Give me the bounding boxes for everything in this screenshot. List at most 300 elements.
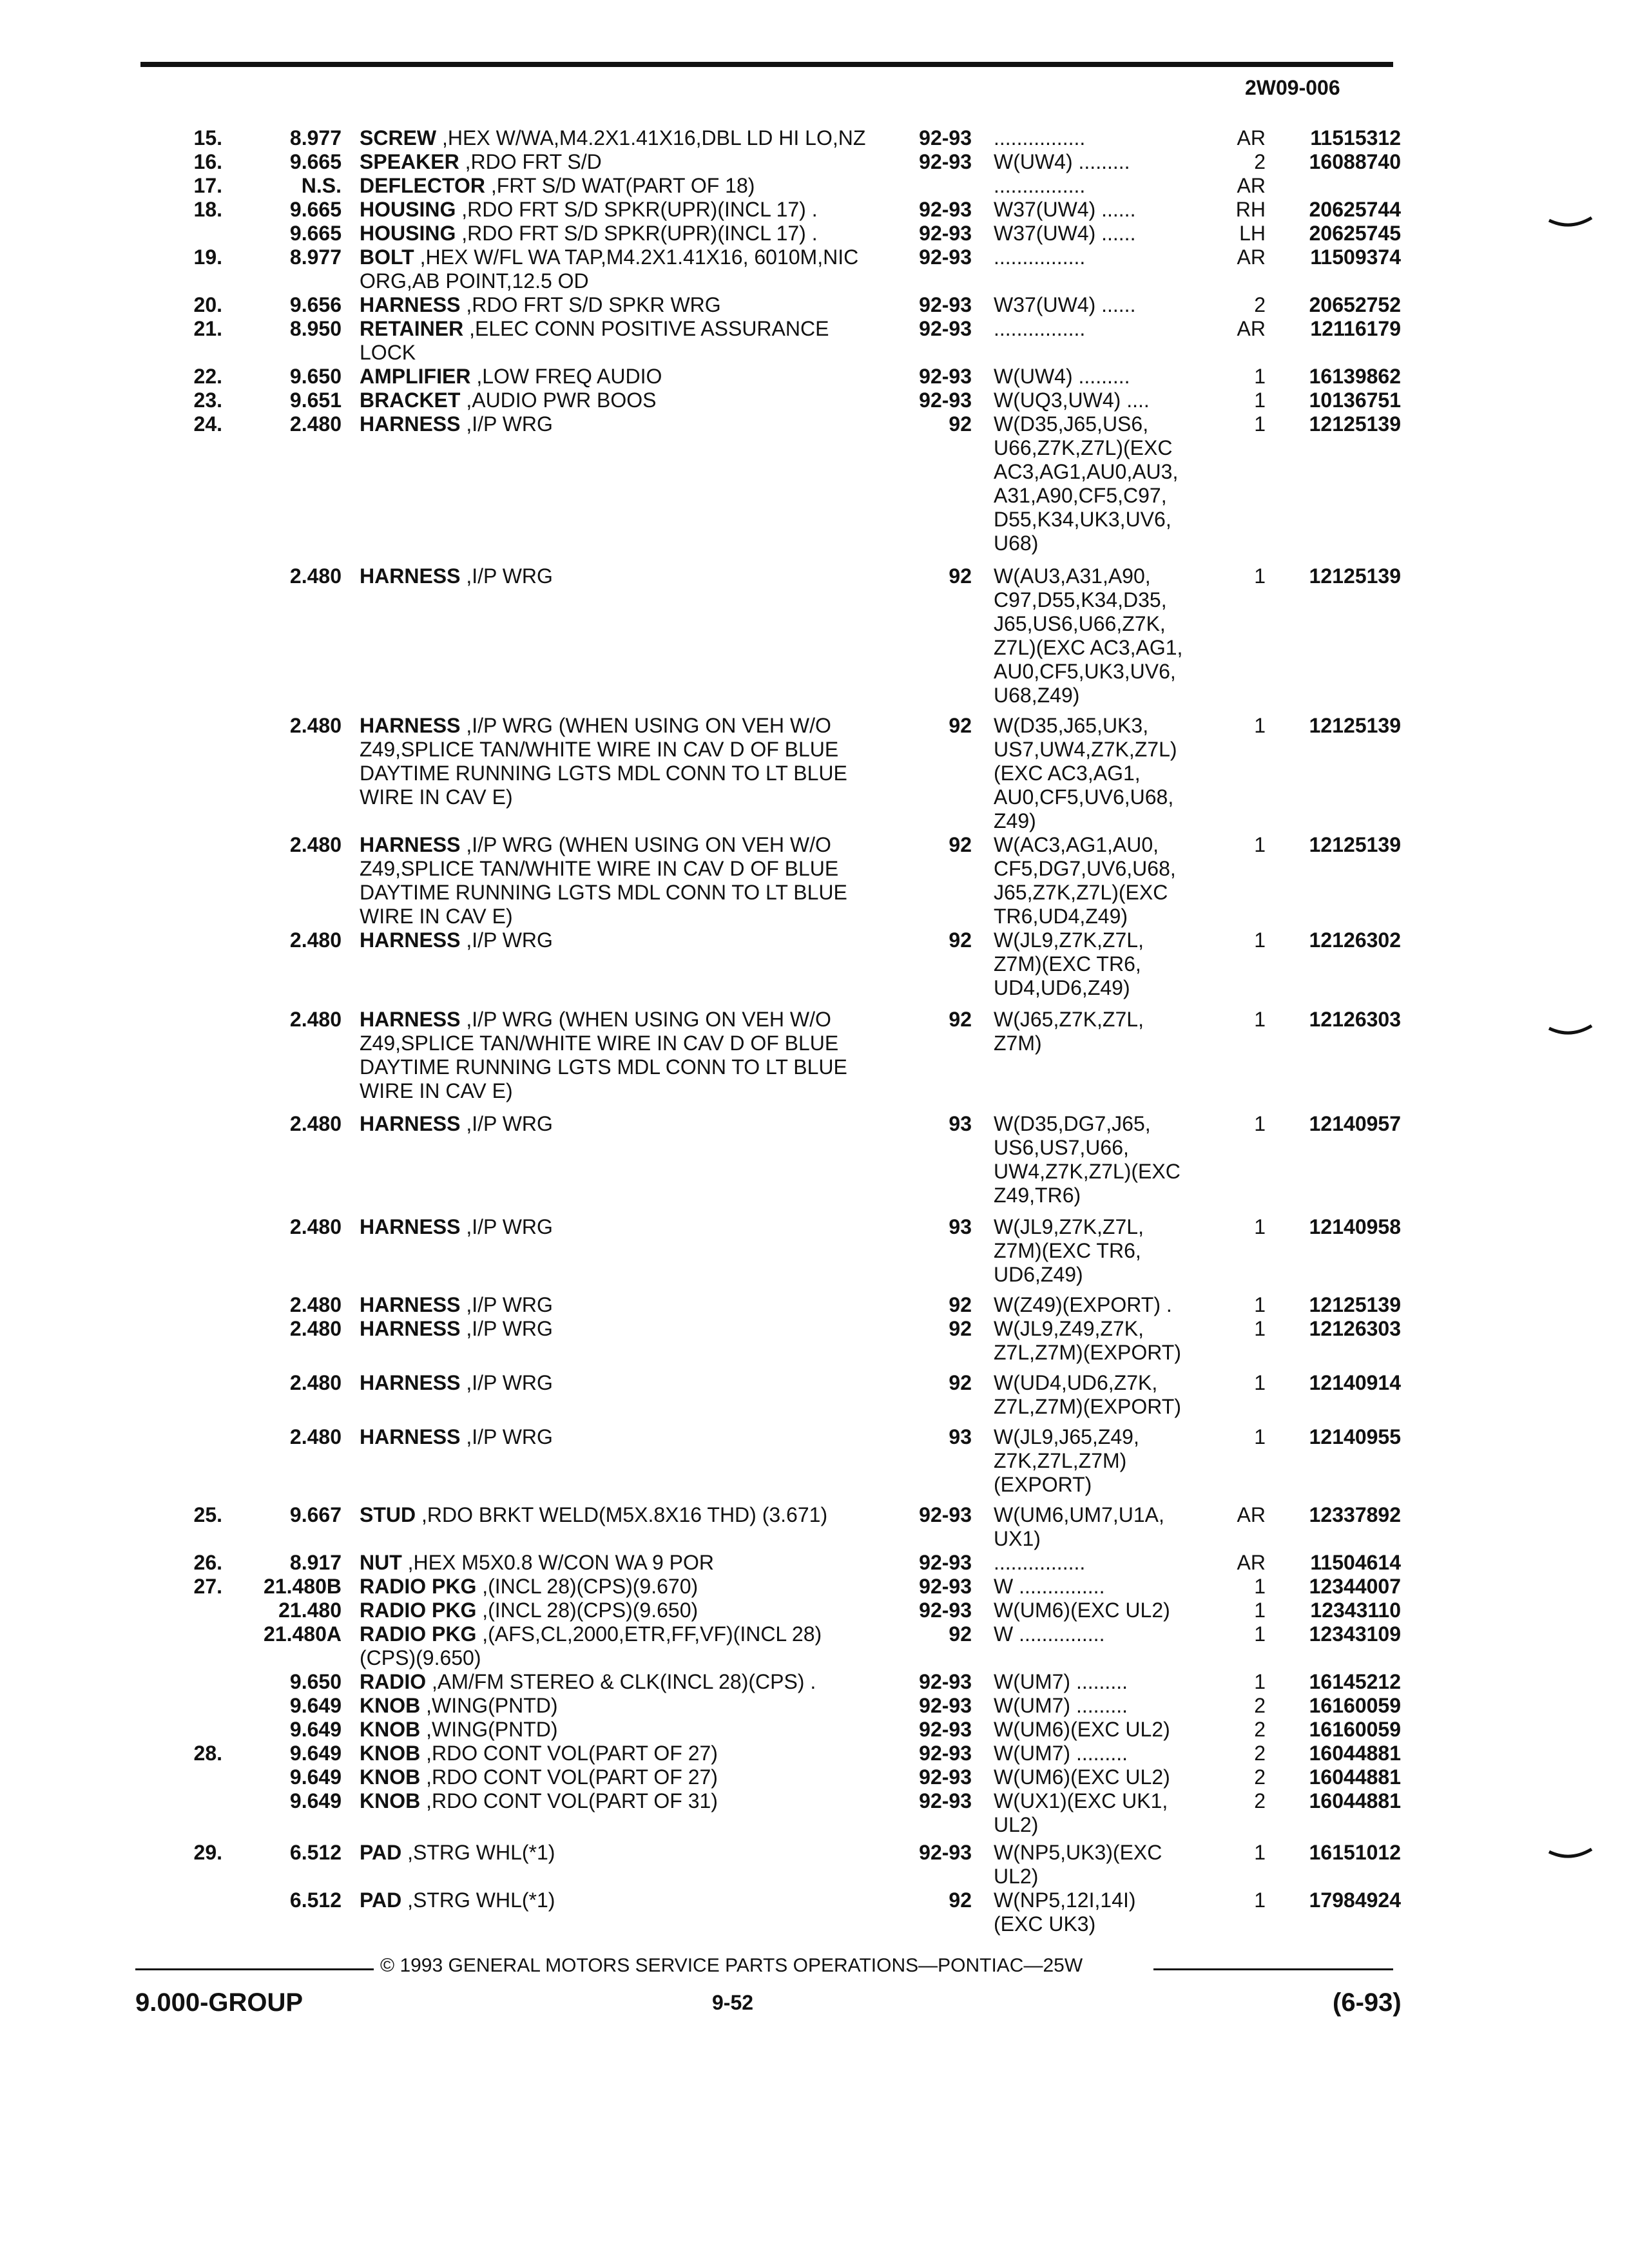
part-name: PAD [360,1841,402,1864]
part-detail: ,(AFS,CL,2000,ETR,FF,VF)(INCL 28) (CPS)(9.650) [360,1622,822,1669]
quantity: 2 [1254,293,1266,316]
group-number: 9.650 [289,1670,342,1693]
part-number: 20625744 [1309,198,1401,221]
quantity: 1 [1254,1317,1266,1340]
table-row [0,1317,1629,1365]
part-name: HARNESS [360,1425,461,1448]
part-detail: ,(INCL 28)(CPS)(9.650) [476,1599,699,1622]
model-year: 92 [949,714,972,737]
model-year: 92-93 [919,1551,972,1574]
part-name: STUD [360,1503,416,1526]
group-number: 2.480 [289,928,342,952]
quantity: 2 [1254,150,1266,173]
part-number: 16139862 [1309,365,1401,388]
table-row [0,1371,1629,1419]
part-description [342,1742,876,1765]
part-description [342,1765,876,1789]
part-detail: ,I/P WRG (WHEN USING ON VEH W/O Z49,SPLICE TAN/WHITE WIRE IN CAV D OF BLUE DAYTIME RUNNING LGTS MDL CONN TO LT BLUE WIRE IN CAV E) [360,714,847,809]
group-number: 21.480A [264,1622,342,1646]
quantity: 1 [1254,1293,1266,1316]
group-number: 2.480 [289,1112,342,1135]
part-detail: ,LOW FREQ AUDIO [470,365,662,388]
quantity: 1 [1254,1599,1266,1622]
part-detail: ,HEX W/FL WA TAP,M4.2X1.41X16, 6010M,NIC ORG,AB POINT,12.5 OD [360,245,859,293]
part-description [342,1503,876,1527]
usage-codes: W(JL9,Z49,Z7K, Z7L,Z7M)(EXPORT) [994,1317,1181,1364]
quantity: 1 [1254,564,1266,588]
table-row [0,245,1629,293]
group-number: 2.480 [289,412,342,436]
model-year: 92-93 [919,245,972,269]
group-number: 8.977 [289,245,342,269]
part-description [342,412,876,436]
part-name: SCREW [360,126,437,149]
table-row [0,714,1629,833]
part-number: 16160059 [1309,1718,1401,1741]
part-description [342,928,876,952]
footer-rule-right [1153,1968,1393,1970]
part-number: 12126303 [1309,1317,1401,1340]
quantity: 1 [1254,1425,1266,1448]
usage-codes: ................ [994,245,1086,269]
usage-codes: W(UM6,UM7,U1A, UX1) [994,1503,1164,1550]
part-description [342,1112,876,1136]
part-detail: ,STRG WHL(*1) [401,1888,555,1912]
quantity: 1 [1254,1888,1266,1912]
part-number: 12126302 [1309,928,1401,952]
usage-codes: ................ [994,126,1086,149]
group-number: 9.667 [289,1503,342,1526]
usage-codes: W(NP5,UK3)(EXC UL2) [994,1841,1162,1888]
quantity: LH [1239,222,1266,245]
item-number: 24. [193,412,222,436]
part-name: DEFLECTOR [360,174,485,197]
usage-codes: W(D35,J65,US6, U66,Z7K,Z7L)(EXC AC3,AG1,AU0,AU3, A31,A90,CF5,C97, D55,K34,UK3,UV6, U68) [994,412,1179,555]
quantity: 1 [1254,833,1266,856]
group-number: 9.649 [289,1694,342,1717]
part-description [342,1317,876,1341]
quantity: 1 [1254,1575,1266,1598]
usage-codes: W(UM7) ......... [994,1694,1128,1717]
table-row [0,293,1629,317]
group-number: 8.917 [289,1551,342,1574]
usage-codes: W(UM6)(EXC UL2) [994,1718,1170,1741]
table-row [0,564,1629,707]
group-label: 9.000-GROUP [135,1988,304,2017]
part-name: SPEAKER [360,150,459,173]
part-number: 10136751 [1309,389,1401,412]
part-detail: ,I/P WRG (WHEN USING ON VEH W/O Z49,SPLICE TAN/WHITE WIRE IN CAV D OF BLUE DAYTIME RUNNING LGTS MDL CONN TO LT BLUE WIRE IN CAV E) [360,1008,847,1102]
quantity: AR [1237,1503,1266,1526]
group-number: 9.656 [289,293,342,316]
part-detail: ,RDO BRKT WELD(M5X.8X16 THD) (3.671) [416,1503,828,1526]
part-name: RADIO PKG [360,1622,477,1646]
item-number: 25. [193,1503,222,1526]
part-number: 16088740 [1309,150,1401,173]
table-row [0,412,1629,555]
model-year: 92 [949,928,972,952]
usage-codes: ................ [994,174,1086,197]
table-row [0,150,1629,174]
group-number: 2.480 [289,1008,342,1031]
part-number: 11504614 [1310,1551,1401,1574]
part-number: 16151012 [1309,1841,1401,1864]
copyright-notice: © 1993 GENERAL MOTORS SERVICE PARTS OPERATIONS—PONTIAC—25W [380,1955,1083,1976]
part-name: KNOB [360,1765,421,1789]
part-detail: ,RDO CONT VOL(PART OF 27) [420,1765,718,1789]
table-row [0,1789,1629,1837]
quantity: AR [1237,317,1266,340]
part-number: 16044881 [1309,1789,1401,1812]
group-number: 9.665 [289,150,342,173]
model-year: 92-93 [919,389,972,412]
group-number: 8.977 [289,126,342,149]
part-description [342,1622,876,1670]
margin-tick-mark [1548,216,1593,228]
model-year: 92-93 [919,293,972,316]
usage-codes: W(JL9,Z7K,Z7L, Z7M)(EXC TR6, UD4,UD6,Z49) [994,928,1144,999]
quantity: 2 [1254,1718,1266,1741]
part-detail: ,WING(PNTD) [420,1694,558,1717]
model-year: 93 [949,1425,972,1448]
table-row [0,198,1629,222]
part-detail: ,I/P WRG [460,412,553,436]
usage-codes: W(UW4) ......... [994,150,1130,173]
part-name: HOUSING [360,198,456,221]
usage-codes: ................ [994,317,1086,340]
table-row [0,1694,1629,1718]
part-detail: ,I/P WRG [460,1112,553,1135]
item-number: 17. [193,174,222,197]
group-number: 9.649 [289,1765,342,1789]
group-number: 2.480 [289,833,342,856]
group-number: 8.950 [289,317,342,340]
margin-tick-mark [1548,1848,1593,1860]
part-name: HARNESS [360,928,461,952]
part-number: 12344007 [1309,1575,1401,1598]
part-detail: ,I/P WRG (WHEN USING ON VEH W/O Z49,SPLICE TAN/WHITE WIRE IN CAV D OF BLUE DAYTIME RUNNING LGTS MDL CONN TO LT BLUE WIRE IN CAV E) [360,833,847,928]
part-name: BRACKET [360,389,461,412]
usage-codes: W(AU3,A31,A90, C97,D55,K34,D35, J65,US6,U66,Z7K, Z7L)(EXC AC3,AG1, AU0,CF5,UK3,UV6, U68,Z49) [994,564,1183,707]
part-number: 17984924 [1309,1888,1401,1912]
part-name: KNOB [360,1694,421,1717]
page-number: 9-52 [712,1991,754,2014]
part-name: HARNESS [360,293,461,316]
table-row [0,1293,1629,1317]
model-year: 92-93 [919,150,972,173]
part-name: HOUSING [360,222,456,245]
table-row [0,1425,1629,1497]
table-row [0,1765,1629,1789]
part-detail: ,ELEC CONN POSITIVE ASSURANCE LOCK [360,317,829,364]
usage-codes: W(Z49)(EXPORT) . [994,1293,1172,1316]
part-description [342,833,876,928]
part-number: 16160059 [1309,1694,1401,1717]
part-description [342,714,876,809]
group-number: 9.649 [289,1789,342,1812]
model-year: 92-93 [919,222,972,245]
table-row [0,365,1629,389]
group-number: 2.480 [289,1293,342,1316]
part-number: 20652752 [1309,293,1401,316]
part-description [342,1425,876,1449]
item-number: 27. [193,1575,222,1598]
quantity: 1 [1254,1112,1266,1135]
group-number: 2.480 [289,1371,342,1394]
part-description [342,389,876,412]
part-description [342,564,876,588]
usage-codes: W(UD4,UD6,Z7K, Z7L,Z7M)(EXPORT) [994,1371,1181,1418]
usage-codes: W(AC3,AG1,AU0, CF5,DG7,UV6,U68, J65,Z7K,Z7L)(EXC TR6,UD4,Z49) [994,833,1176,928]
part-detail: ,AUDIO PWR BOOS [460,389,657,412]
part-name: RETAINER [360,317,464,340]
table-row [0,1742,1629,1765]
group-number: 9.650 [289,365,342,388]
part-name: RADIO PKG [360,1575,477,1598]
usage-codes: W37(UW4) ...... [994,198,1136,221]
table-row [0,833,1629,928]
group-number: 6.512 [289,1888,342,1912]
table-row [0,222,1629,245]
model-year: 92-93 [919,1503,972,1526]
usage-codes: W(UM7) ......... [994,1742,1128,1765]
revision-date: (6-93) [1333,1988,1402,2017]
part-description [342,1599,876,1622]
group-number: 2.480 [289,1317,342,1340]
part-detail: ,RDO FRT S/D SPKR(UPR)(INCL 17) . [456,222,818,245]
usage-codes: W(UM6)(EXC UL2) [994,1599,1170,1622]
quantity: RH [1235,198,1266,221]
model-year: 92 [949,1317,972,1340]
part-name: HARNESS [360,1112,461,1135]
part-description [342,245,876,293]
model-year: 92 [949,1371,972,1394]
parts-list [0,126,1629,1936]
part-detail: ,WING(PNTD) [420,1718,558,1741]
part-number: 12140958 [1309,1215,1401,1238]
quantity: 2 [1254,1789,1266,1812]
model-year: 92 [949,412,972,436]
usage-codes: W(NP5,12I,14I) (EXC UK3) [994,1888,1136,1936]
part-number: 12337892 [1309,1503,1401,1526]
item-number: 21. [193,317,222,340]
usage-codes: W(D35,DG7,J65, US6,US7,U66, UW4,Z7K,Z7L)(EXC Z49,TR6) [994,1112,1181,1207]
usage-codes: W(UM7) ......... [994,1670,1128,1693]
part-description [342,317,876,365]
part-detail: ,I/P WRG [460,1215,553,1238]
part-number: 12116179 [1310,317,1401,340]
part-name: HARNESS [360,714,461,737]
part-description [342,1575,876,1599]
part-detail: ,I/P WRG [460,564,553,588]
group-number: 9.651 [289,389,342,412]
part-number: 12343110 [1310,1599,1401,1622]
quantity: 1 [1254,365,1266,388]
part-detail: ,I/P WRG [460,1293,553,1316]
quantity: 2 [1254,1765,1266,1789]
model-year: 92 [949,833,972,856]
group-number: N.S. [301,174,342,197]
quantity: AR [1237,174,1266,197]
group-number: 9.649 [289,1742,342,1765]
model-year: 92 [949,1888,972,1912]
table-row [0,1888,1629,1936]
table-row [0,1670,1629,1694]
usage-codes: W37(UW4) ...... [994,222,1136,245]
table-row [0,1008,1629,1103]
part-number: 16145212 [1309,1670,1401,1693]
part-description [342,126,876,150]
part-description [342,1718,876,1742]
part-name: HARNESS [360,1317,461,1340]
part-detail: ,I/P WRG [460,928,553,952]
part-number: 12140957 [1309,1112,1401,1135]
part-number: 16044881 [1309,1742,1401,1765]
part-name: KNOB [360,1742,421,1765]
part-number: 12140914 [1309,1371,1401,1394]
footer-rule-left [135,1968,374,1970]
model-year: 93 [949,1112,972,1135]
group-number: 21.480B [264,1575,342,1598]
table-row [0,1575,1629,1599]
model-year: 92-93 [919,1599,972,1622]
model-year: 92-93 [919,1789,972,1812]
model-year: 92-93 [919,198,972,221]
part-number: 11515312 [1310,126,1401,149]
part-description [342,293,876,317]
table-row [0,1622,1629,1670]
part-number: 12126303 [1309,1008,1401,1031]
part-name: HARNESS [360,833,461,856]
part-description [342,1551,876,1575]
part-description [342,1789,876,1813]
part-name: KNOB [360,1789,421,1812]
margin-tick-mark [1548,1024,1593,1036]
part-number: 12125139 [1309,714,1401,737]
item-number: 19. [193,245,222,269]
model-year: 92-93 [919,1765,972,1789]
item-number: 15. [193,126,222,149]
group-number: 2.480 [289,714,342,737]
model-year: 92-93 [919,1742,972,1765]
model-year: 92 [949,1008,972,1031]
group-number: 9.665 [289,222,342,245]
quantity: 2 [1254,1694,1266,1717]
part-description [342,1694,876,1718]
model-year: 92 [949,1293,972,1316]
usage-codes: W ............... [994,1575,1105,1598]
part-name: HARNESS [360,1008,461,1031]
part-description [342,198,876,222]
part-description [342,1215,876,1239]
model-year: 92-93 [919,126,972,149]
part-name: HARNESS [360,412,461,436]
usage-codes: W(JL9,Z7K,Z7L, Z7M)(EXC TR6, UD6,Z49) [994,1215,1144,1286]
part-detail: ,HEX M5X0.8 W/CON WA 9 POR [401,1551,715,1574]
model-year: 92 [949,1622,972,1646]
part-name: HARNESS [360,1215,461,1238]
quantity: AR [1237,126,1266,149]
part-name: PAD [360,1888,402,1912]
group-number: 6.512 [289,1841,342,1864]
part-detail: ,RDO CONT VOL(PART OF 27) [420,1742,718,1765]
model-year: 92-93 [919,1575,972,1598]
part-detail: ,FRT S/D WAT(PART OF 18) [485,174,755,197]
group-number: 2.480 [289,1425,342,1448]
quantity: 1 [1254,1670,1266,1693]
quantity: 1 [1254,412,1266,436]
part-number: 20625745 [1309,222,1401,245]
usage-codes: W(UX1)(EXC UK1, UL2) [994,1789,1168,1836]
quantity: 1 [1254,1622,1266,1646]
part-detail: ,RDO FRT S/D [459,150,602,173]
top-rule [140,62,1393,67]
part-description [342,1670,876,1694]
model-year: 92-93 [919,1694,972,1717]
part-number: 12343109 [1309,1622,1401,1646]
quantity: 1 [1254,928,1266,952]
group-number: 2.480 [289,1215,342,1238]
part-number: 12125139 [1309,564,1401,588]
item-number: 20. [193,293,222,316]
model-year: 92-93 [919,365,972,388]
part-name: RADIO [360,1670,427,1693]
part-description [342,1008,876,1103]
quantity: 1 [1254,714,1266,737]
quantity: AR [1237,245,1266,269]
part-name: AMPLIFIER [360,365,471,388]
usage-codes: W37(UW4) ...... [994,293,1136,316]
part-number: 12140955 [1309,1425,1401,1448]
item-number: 28. [193,1742,222,1765]
quantity: AR [1237,1551,1266,1574]
quantity: 1 [1254,1841,1266,1864]
part-detail: ,I/P WRG [460,1425,553,1448]
usage-codes: W(UM6)(EXC UL2) [994,1765,1170,1789]
item-number: 26. [193,1551,222,1574]
part-description [342,1371,876,1395]
quantity: 1 [1254,1008,1266,1031]
usage-codes: W(UQ3,UW4) .... [994,389,1150,412]
model-year: 92-93 [919,317,972,340]
part-detail: ,RDO FRT S/D SPKR(UPR)(INCL 17) . [456,198,818,221]
part-number: 12125139 [1309,1293,1401,1316]
part-name: HARNESS [360,1293,461,1316]
model-year: 92 [949,564,972,588]
table-row [0,389,1629,412]
usage-codes: W(J65,Z7K,Z7L, Z7M) [994,1008,1144,1055]
part-detail: ,(INCL 28)(CPS)(9.670) [476,1575,699,1598]
part-description [342,1841,876,1865]
part-detail: ,AM/FM STEREO & CLK(INCL 28)(CPS) . [426,1670,816,1693]
usage-codes: W(UW4) ......... [994,365,1130,388]
part-description [342,1293,876,1317]
quantity: 1 [1254,1371,1266,1394]
group-number: 2.480 [289,564,342,588]
part-name: KNOB [360,1718,421,1741]
table-row [0,317,1629,365]
part-detail: ,HEX W/WA,M4.2X1.41X16,DBL LD HI LO,NZ [436,126,866,149]
part-name: HARNESS [360,564,461,588]
item-number: 29. [193,1841,222,1864]
item-number: 16. [193,150,222,173]
table-row [0,928,1629,1000]
table-row [0,1215,1629,1287]
quantity: 2 [1254,1742,1266,1765]
table-row [0,1718,1629,1742]
table-row [0,1503,1629,1551]
model-year: 92-93 [919,1718,972,1741]
